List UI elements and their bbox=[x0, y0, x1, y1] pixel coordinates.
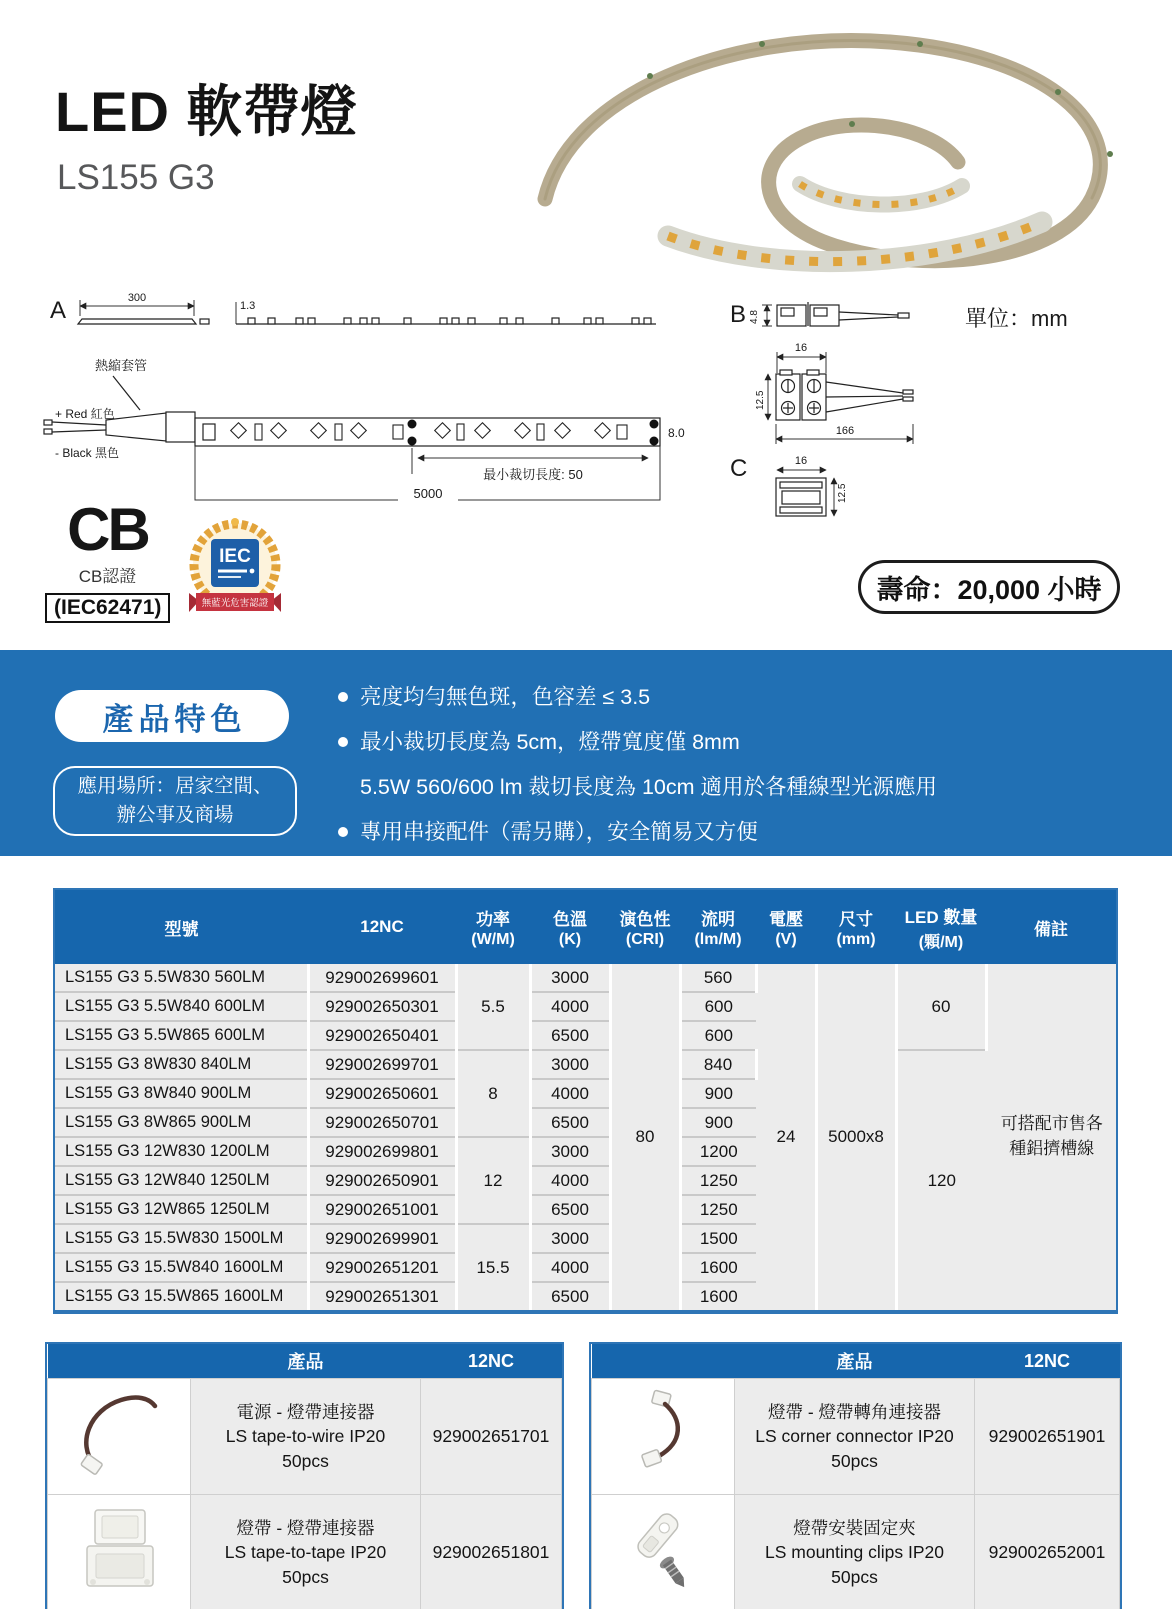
corner-connector-photo bbox=[613, 1386, 713, 1481]
cell-lumen: 900 bbox=[680, 1108, 756, 1137]
cell-12nc: 929002699901 bbox=[308, 1224, 456, 1253]
cell-model: LS155 G3 15.5W865 1600LM bbox=[55, 1282, 308, 1310]
col-voltage: 電壓 (V) bbox=[756, 890, 816, 964]
col-cct: 色溫 (K) bbox=[530, 890, 610, 964]
col-led: LED 數量 (顆/M) bbox=[896, 890, 986, 964]
cell-model: LS155 G3 12W830 1200LM bbox=[55, 1137, 308, 1166]
feature-text: 專用串接配件（需另購），安全簡易又方便 bbox=[360, 820, 758, 844]
acc-header-image bbox=[48, 1344, 191, 1379]
cell-12nc: 929002651301 bbox=[308, 1282, 456, 1310]
col-lumen: 流明 (lm/M) bbox=[680, 890, 756, 964]
cb-certification bbox=[45, 496, 170, 623]
cell-model: LS155 G3 5.5W865 600LM bbox=[55, 1021, 308, 1050]
cell-cct: 6500 bbox=[530, 1282, 610, 1310]
cell-12nc: 929002651201 bbox=[308, 1253, 456, 1282]
accessory-name-en: LS tape-to-tape IP20 bbox=[224, 1542, 387, 1563]
cell-cct: 6500 bbox=[530, 1195, 610, 1224]
cell-12nc: 929002699801 bbox=[308, 1137, 456, 1166]
view-a-label: A bbox=[50, 297, 67, 324]
cell-led-count: 60 bbox=[896, 964, 986, 1050]
cell-model: LS155 G3 8W865 900LM bbox=[55, 1108, 308, 1137]
col-12nc: 12NC bbox=[308, 890, 456, 964]
feature-text: 亮度均勻無色斑，色容差 ≤ 3.5 bbox=[360, 685, 651, 709]
spec-table bbox=[55, 890, 1116, 1310]
bullet-dot bbox=[338, 692, 348, 702]
application-line1: 應用場所：居家空間、 bbox=[77, 774, 273, 797]
cell-cct: 6500 bbox=[530, 1108, 610, 1137]
cell-lumen: 1600 bbox=[680, 1282, 756, 1310]
cell-cri: 80 bbox=[610, 964, 680, 1310]
cell-12nc: 929002650601 bbox=[308, 1079, 456, 1108]
cb-logo: CB bbox=[67, 496, 148, 563]
col-cri: 演色性 (CRI) bbox=[610, 890, 680, 964]
bullet-dot bbox=[338, 827, 348, 837]
cell-cct: 4000 bbox=[530, 1079, 610, 1108]
strip-width-dim: 8.0 bbox=[668, 426, 685, 440]
dim-16-b: 16 bbox=[794, 342, 808, 354]
accessory-name-cell bbox=[735, 1379, 975, 1495]
accessory-row bbox=[48, 1495, 562, 1609]
lifetime-badge: 壽命：20,000 小時 bbox=[858, 560, 1120, 614]
cell-12nc: 929002650701 bbox=[308, 1108, 456, 1137]
dim-166: 166 bbox=[835, 425, 855, 437]
acc-header-12nc: 12NC bbox=[421, 1344, 562, 1379]
acc-header-product: 產品 bbox=[191, 1344, 421, 1379]
bullet-dot bbox=[338, 737, 348, 747]
accessory-name-cell bbox=[191, 1495, 421, 1609]
wire-positive-label: + Red 紅色 bbox=[55, 407, 115, 421]
cell-lumen: 1250 bbox=[680, 1166, 756, 1195]
dim-1-3: 1.3 bbox=[240, 300, 256, 312]
acc-header-product: 產品 bbox=[735, 1344, 975, 1379]
dim-12-5-c: 12.5 bbox=[837, 483, 848, 503]
cell-12nc: 929002650901 bbox=[308, 1166, 456, 1195]
tape-to-wire-photo bbox=[69, 1386, 169, 1481]
accessory-table bbox=[591, 1344, 1120, 1609]
spec-row bbox=[55, 964, 1116, 992]
accessory-qty: 50pcs bbox=[282, 1566, 329, 1587]
cell-lumen: 600 bbox=[680, 1021, 756, 1050]
cell-power-group: 15.5 bbox=[456, 1224, 530, 1310]
view-c-label: C bbox=[730, 455, 748, 482]
accessory-name-en: LS corner connector IP20 bbox=[755, 1426, 954, 1447]
feature-item-continuation bbox=[338, 772, 937, 802]
cell-model: LS155 G3 12W865 1250LM bbox=[55, 1195, 308, 1224]
accessory-qty: 50pcs bbox=[282, 1450, 329, 1471]
accessory-row bbox=[592, 1495, 1120, 1609]
feature-list bbox=[338, 682, 937, 862]
spec-row bbox=[55, 1050, 1116, 1079]
accessory-name-zh: 電源 - 燈帶連接器 bbox=[236, 1401, 375, 1422]
accessory-name-cell bbox=[191, 1379, 421, 1495]
cell-power-group: 12 bbox=[456, 1137, 530, 1224]
cell-lumen: 840 bbox=[680, 1050, 756, 1079]
cell-12nc: 929002650401 bbox=[308, 1021, 456, 1050]
dim-300: 300 bbox=[127, 292, 147, 304]
cell-size: 5000x8 bbox=[816, 964, 896, 1310]
accessory-name-zh: 燈帶 - 燈帶轉角連接器 bbox=[767, 1401, 942, 1422]
col-power: 功率 (W/M) bbox=[456, 890, 530, 964]
accessory-name-zh: 燈帶 - 燈帶連接器 bbox=[236, 1517, 375, 1538]
feature-item bbox=[338, 682, 937, 712]
cell-cct: 4000 bbox=[530, 992, 610, 1021]
feature-text: 5.5W 560/600 lm 裁切長度為 10cm 適用於各種線型光源應用 bbox=[360, 775, 938, 799]
cell-12nc: 929002650301 bbox=[308, 992, 456, 1021]
cell-voltage: 24 bbox=[756, 964, 816, 1310]
feature-item bbox=[338, 817, 937, 847]
cell-lumen: 1250 bbox=[680, 1195, 756, 1224]
cb-standard: (IEC62471) bbox=[45, 593, 170, 623]
col-model: 型號 bbox=[55, 890, 308, 964]
cell-model: LS155 G3 15.5W840 1600LM bbox=[55, 1253, 308, 1282]
dim-5000: 5000 bbox=[413, 486, 443, 501]
cell-cct: 4000 bbox=[530, 1166, 610, 1195]
cell-lumen: 1200 bbox=[680, 1137, 756, 1166]
dim-12-5-b: 12.5 bbox=[755, 390, 766, 410]
wire-negative-label: - Black 黑色 bbox=[55, 446, 120, 460]
cell-remark: 可搭配市售各種鋁擠槽線 bbox=[986, 964, 1116, 1310]
accessory-12nc-cell: 929002651901 bbox=[975, 1379, 1120, 1495]
cell-power-group: 8 bbox=[456, 1050, 530, 1137]
accessory-image-cell bbox=[48, 1379, 191, 1495]
accessory-name-zh: 燈帶安裝固定夾 bbox=[793, 1517, 916, 1538]
cell-led-count: 120 bbox=[896, 1050, 986, 1310]
accessory-row bbox=[48, 1379, 562, 1495]
accessories-table-right bbox=[589, 1342, 1122, 1609]
tape-to-tape-photo bbox=[69, 1502, 169, 1597]
cell-lumen: 900 bbox=[680, 1079, 756, 1108]
accessory-qty: 50pcs bbox=[831, 1566, 878, 1587]
col-size: 尺寸 (mm) bbox=[816, 890, 896, 964]
view-b-label: B bbox=[730, 301, 747, 328]
cell-lumen: 1600 bbox=[680, 1253, 756, 1282]
cb-caption: CB認證 bbox=[78, 567, 137, 586]
cell-power-group: 5.5 bbox=[456, 964, 530, 1050]
sleeve-label: 熱縮套管 bbox=[95, 358, 148, 373]
cell-model: LS155 G3 8W840 900LM bbox=[55, 1079, 308, 1108]
accessory-row bbox=[592, 1379, 1120, 1495]
acc-header-12nc: 12NC bbox=[975, 1344, 1120, 1379]
product-photo-led-strip-coil bbox=[500, 14, 1160, 280]
accessory-name-en: LS mounting clips IP20 bbox=[765, 1542, 944, 1563]
dim-16-c: 16 bbox=[794, 455, 808, 467]
cell-model: LS155 G3 12W840 1250LM bbox=[55, 1166, 308, 1195]
unit-label: 單位：mm bbox=[965, 306, 1068, 331]
accessory-12nc-cell: 929002652001 bbox=[975, 1495, 1120, 1609]
accessory-qty: 50pcs bbox=[831, 1450, 878, 1471]
product-model: LS155 G3 bbox=[57, 158, 215, 197]
cell-lumen: 1500 bbox=[680, 1224, 756, 1253]
cell-model: LS155 G3 15.5W830 1500LM bbox=[55, 1224, 308, 1253]
cell-cct: 4000 bbox=[530, 1253, 610, 1282]
acc-header-row bbox=[592, 1344, 1120, 1379]
cell-cct: 3000 bbox=[530, 1137, 610, 1166]
dim-4-8: 4.8 bbox=[749, 310, 760, 324]
accessory-image-cell bbox=[48, 1495, 191, 1609]
acc-header-row bbox=[48, 1344, 562, 1379]
cell-12nc: 929002651001 bbox=[308, 1195, 456, 1224]
cell-cct: 6500 bbox=[530, 1021, 610, 1050]
iec-ribbon-text: 無藍光危害認證 bbox=[201, 598, 269, 609]
min-cut-label: 最小裁切長度: 50 bbox=[483, 467, 583, 482]
cell-cct: 3000 bbox=[530, 1224, 610, 1253]
cell-lumen: 560 bbox=[680, 964, 756, 992]
technical-drawings bbox=[0, 278, 1172, 528]
cell-model: LS155 G3 5.5W840 600LM bbox=[55, 992, 308, 1021]
application-line2: 辦公事及商場 bbox=[116, 804, 234, 826]
accessory-name-cell bbox=[735, 1495, 975, 1609]
cell-lumen: 600 bbox=[680, 992, 756, 1021]
features-band bbox=[0, 650, 1172, 856]
iec-logo-text: IEC bbox=[219, 546, 251, 567]
features-title: 產品特色 bbox=[55, 690, 289, 742]
spec-table-container bbox=[53, 888, 1118, 1314]
accessory-image-cell bbox=[592, 1495, 735, 1609]
spec-header-row bbox=[55, 890, 1116, 964]
accessory-12nc-cell: 929002651801 bbox=[421, 1495, 562, 1609]
cell-model: LS155 G3 8W830 840LM bbox=[55, 1050, 308, 1079]
application-box bbox=[53, 766, 297, 836]
accessory-name-en: LS tape-to-wire IP20 bbox=[225, 1426, 386, 1447]
accessories-table-left bbox=[45, 1342, 564, 1609]
cell-cct: 3000 bbox=[530, 964, 610, 992]
col-remark: 備註 bbox=[986, 890, 1116, 964]
accessory-table bbox=[47, 1344, 562, 1609]
iec-no-blue-light-badge bbox=[183, 515, 287, 623]
feature-item bbox=[338, 727, 937, 757]
feature-text: 最小裁切長度為 5cm，燈帶寬度僅 8mm bbox=[360, 730, 740, 754]
cell-12nc: 929002699701 bbox=[308, 1050, 456, 1079]
acc-header-image bbox=[592, 1344, 735, 1379]
mounting-clip-photo bbox=[613, 1502, 713, 1597]
page-title: LED 軟帶燈 bbox=[55, 80, 358, 143]
cell-model: LS155 G3 5.5W830 560LM bbox=[55, 964, 308, 992]
cell-cct: 3000 bbox=[530, 1050, 610, 1079]
cell-12nc: 929002699601 bbox=[308, 964, 456, 992]
accessory-12nc-cell: 929002651701 bbox=[421, 1379, 562, 1495]
accessory-image-cell bbox=[592, 1379, 735, 1495]
